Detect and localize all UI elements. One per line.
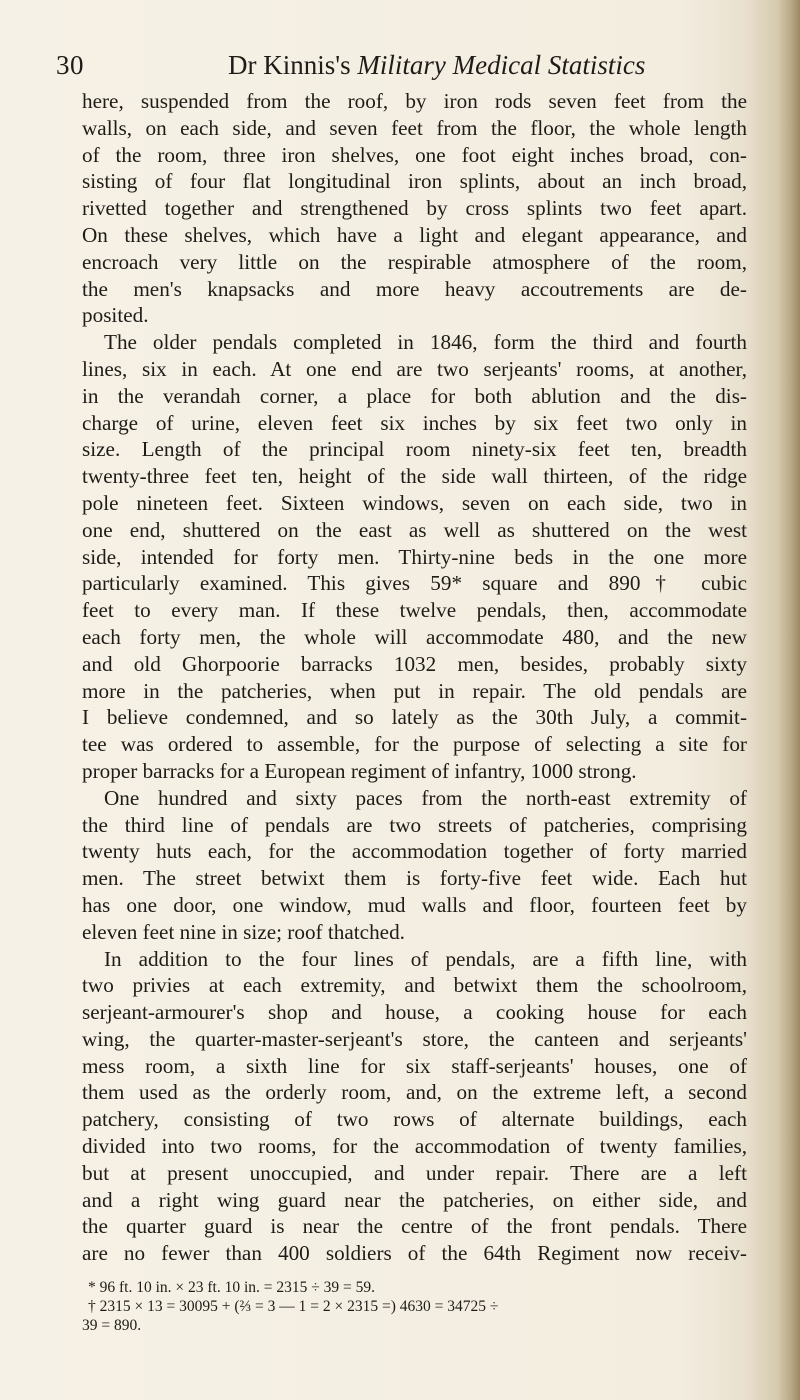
footnote-cubic-feet-continued: 39 = 890. bbox=[82, 1317, 142, 1334]
text-line: serjeant-armourer's shop and house, a cooking house for each bbox=[82, 1000, 747, 1025]
text-line: sisting of four flat longitudinal iron splints, about an inch broad, bbox=[82, 169, 747, 194]
text-line: has one door, one window, mud walls and floor, fourteen feet by bbox=[82, 892, 747, 917]
running-title bbox=[228, 50, 645, 81]
text-line: patchery, consisting of two rows of alternate buildings, each bbox=[82, 1107, 747, 1132]
body-text bbox=[82, 88, 747, 1267]
text-line: eleven feet nine in size; roof thatched. bbox=[82, 919, 405, 944]
text-line: one end, shuttered on the east as well as shuttered on the west bbox=[82, 517, 747, 542]
paragraph-start-line: One hundred and sixty paces from the north-east extremity of bbox=[104, 785, 747, 810]
text-line: twenty-three feet ten, height of the side wall thirteen, of the ridge bbox=[82, 464, 747, 489]
text-line: proper barracks for a European regiment of infantry, 1000 strong. bbox=[82, 758, 637, 783]
paragraph-start-line: The older pendals completed in 1846, form the third and fourth bbox=[104, 330, 747, 355]
text-line: twenty huts each, for the accommodation together of forty married bbox=[82, 839, 747, 864]
text-line: mess room, a sixth line for six staff-serjeants' houses, one of bbox=[82, 1053, 747, 1078]
text-line: of the room, three iron shelves, one foot eight inches broad, con- bbox=[82, 142, 747, 167]
text-line: two privies at each extremity, and betwixt them the schoolroom, bbox=[82, 973, 747, 998]
running-title-work: Military Medical Statistics bbox=[357, 50, 646, 80]
text-line: here, suspended from the roof, by iron rods seven feet from the bbox=[82, 89, 747, 113]
paragraph-start-line: In addition to the four lines of pendals, are a fifth line, with bbox=[104, 946, 747, 971]
text-line: the men's knapsacks and more heavy accoutrements are de- bbox=[82, 276, 747, 301]
text-line: I believe condemned, and so lately as the 30th July, a commit- bbox=[82, 705, 747, 730]
text-line: walls, on each side, and seven feet from the floor, the whole length bbox=[82, 115, 747, 140]
text-line: encroach very little on the respirable atmosphere of the room, bbox=[82, 249, 747, 274]
text-line: pole nineteen feet. Sixteen windows, seven on each side, two in bbox=[82, 490, 747, 515]
text-line: and a right wing guard near the patcheries, on either side, and bbox=[82, 1187, 747, 1212]
text-line: each forty men, the whole will accommodate 480, and the new bbox=[82, 624, 747, 649]
text-line: in the verandah corner, a place for both ablution and the dis- bbox=[82, 383, 747, 408]
footnote-cubic-feet: † 2315 × 13 = 30095 + (⅔ = 3 — 1 = 2 × 2315 =) 4630 = 34725 ÷ bbox=[88, 1298, 499, 1315]
text-line: the third line of pendals are two streets of patcheries, comprising bbox=[82, 812, 747, 837]
footnotes bbox=[82, 1278, 747, 1335]
text-line: tee was ordered to assemble, for the purpose of selecting a site for bbox=[82, 732, 747, 757]
text-line: them used as the orderly room, and, on the extreme left, a second bbox=[82, 1080, 747, 1105]
running-title-author: Dr Kinnis's bbox=[228, 50, 358, 80]
page-edge-shadow bbox=[778, 0, 800, 1400]
footnote-square-feet: * 96 ft. 10 in. × 23 ft. 10 in. = 2315 ÷ 39 = 59. bbox=[88, 1279, 376, 1296]
text-line: lines, six in each. At one end are two serjeants' rooms, at another, bbox=[82, 356, 747, 381]
text-line: rivetted together and strengthened by cross splints two feet apart. bbox=[82, 196, 747, 221]
text-line: and old Ghorpoorie barracks 1032 men, besides, probably sixty bbox=[82, 651, 747, 676]
page-number: 30 bbox=[56, 50, 84, 80]
text-line: charge of urine, eleven feet six inches by six feet two only in bbox=[82, 410, 747, 435]
text-line: men. The street betwixt them is forty-five feet wide. Each hut bbox=[82, 866, 747, 891]
text-line: particularly examined. This gives 59* square and 890† cubic bbox=[82, 571, 747, 596]
text-line: posited. bbox=[82, 303, 149, 328]
text-line: more in the patcheries, when put in repair. The old pendals are bbox=[82, 678, 747, 703]
text-line: but at present unoccupied, and under repair. There are a left bbox=[82, 1160, 747, 1185]
text-line: feet to every man. If these twelve pendals, then, accommodate bbox=[82, 598, 747, 623]
text-line: size. Length of the principal room ninety-six feet ten, breadth bbox=[82, 437, 747, 462]
text-line: divided into two rooms, for the accommodation of twenty families, bbox=[82, 1134, 747, 1159]
running-head bbox=[56, 50, 746, 86]
text-line: are no fewer than 400 soldiers of the 64th Regiment now receiv- bbox=[82, 1241, 747, 1266]
text-line: side, intended for forty men. Thirty-nine beds in the one more bbox=[82, 544, 747, 569]
text-line: On these shelves, which have a light and elegant appearance, and bbox=[82, 222, 747, 247]
text-line: the quarter guard is near the centre of the front pendals. There bbox=[82, 1214, 747, 1239]
text-line: wing, the quarter-master-serjeant's store, the canteen and serjeants' bbox=[82, 1026, 747, 1051]
